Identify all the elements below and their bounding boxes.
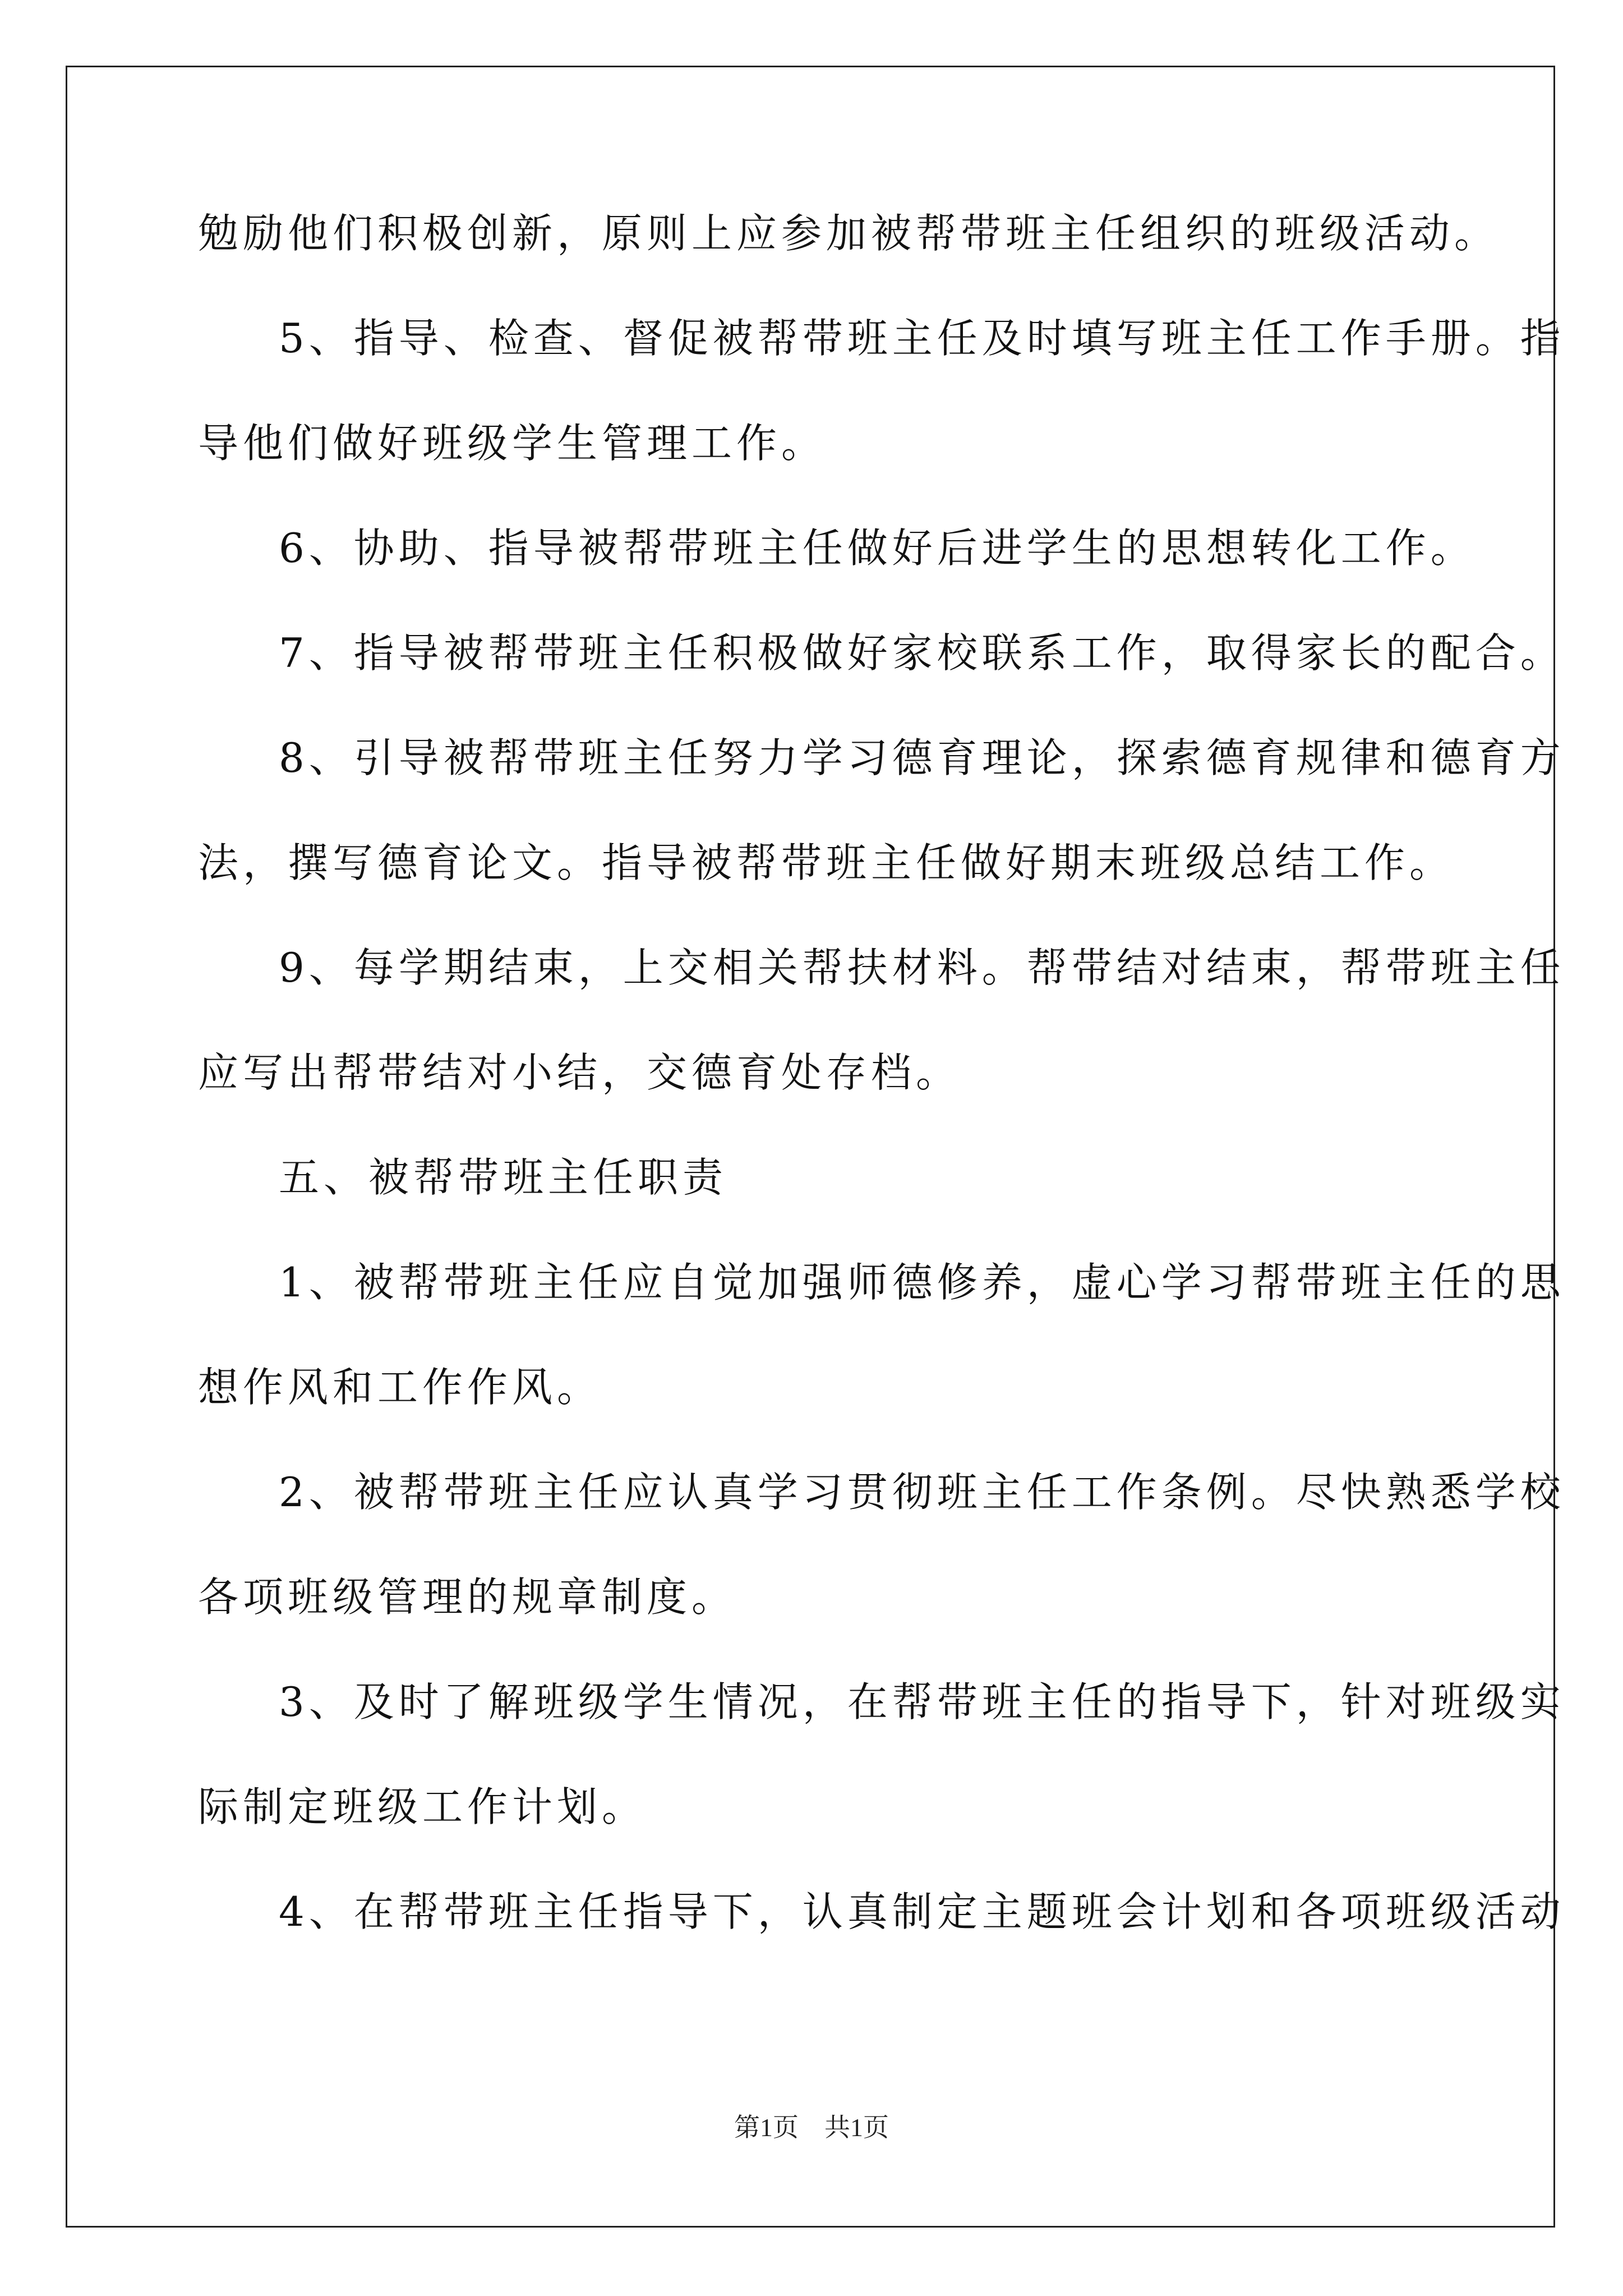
text-line: 各项班级管理的规章制度。 [198,1573,737,1621]
text-line: 勉励他们积极创新，原则上应参加被帮带班主任组织的班级活动。 [198,210,1500,257]
text-line: 5、指导、检查、督促被帮带班主任及时填写班主任工作手册。指 [279,315,1565,362]
text-line: 4、在帮带班主任指导下，认真制定主题班会计划和各项班级活动 [279,1888,1565,1935]
text-line: 8、引导被帮带班主任努力学习德育理论，探索德育规律和德育方 [279,734,1565,781]
section-heading: 五、被帮带班主任职责 [279,1154,728,1201]
text-line: 7、指导被帮带班主任积极做好家校联系工作，取得家长的配合。 [279,629,1565,677]
text-line: 际制定班级工作计划。 [198,1783,647,1830]
text-line: 1、被帮带班主任应自觉加强师德修养，虚心学习帮带班主任的思 [279,1259,1565,1306]
text-line: 2、被帮带班主任应认真学习贯彻班主任工作条例。尽快熟悉学校 [279,1469,1565,1516]
text-line: 应写出帮带结对小结，交德育处存档。 [198,1049,961,1096]
text-line: 3、及时了解班级学生情况，在帮带班主任的指导下，针对班级实 [279,1678,1565,1726]
text-line: 想作风和工作作风。 [198,1364,602,1411]
text-line: 导他们做好班级学生管理工作。 [198,420,827,467]
text-line: 9、每学期结束，上交相关帮扶材料。帮带结对结束，帮带班主任 [279,944,1565,991]
text-line: 6、协助、指导被帮带班主任做好后进学生的思想转化工作。 [279,524,1476,572]
page-number-footer: 第1页 共1页 [734,2113,889,2142]
text-line: 法，撰写德育论文。指导被帮带班主任做好期末班级总结工作。 [198,839,1455,886]
